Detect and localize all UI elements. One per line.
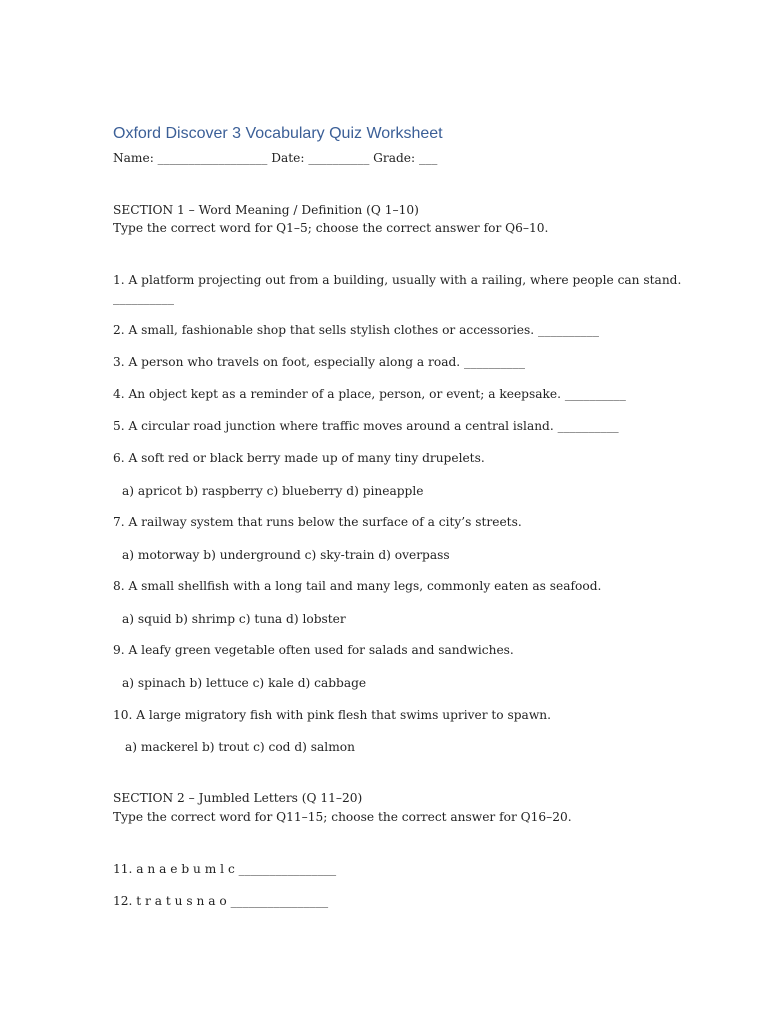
question-7: 7. A railway system that runs below the surface of a city’s streets. <box>113 515 522 529</box>
question-6: 6. A soft red or black berry made up of many tiny drupelets. <box>113 451 485 465</box>
question-7-options: a) motorway b) underground c) sky-train d) overpass <box>122 548 450 562</box>
section-1-heading: SECTION 1 – Word Meaning / Definition (Q 1–10) <box>113 203 419 217</box>
question-3: 3. A person who travels on foot, especially along a road. __________ <box>113 355 525 369</box>
question-4: 4. An object kept as a reminder of a place, person, or event; a keepsake. __________ <box>113 387 626 401</box>
worksheet-title: Oxford Discover 3 Vocabulary Quiz Worksheet <box>113 125 443 142</box>
question-2: 2. A small, fashionable shop that sells stylish clothes or accessories. __________ <box>113 323 599 337</box>
question-12: 12. t r a t u s n a o ________________ <box>113 894 329 908</box>
question-8-options: a) squid b) shrimp c) tuna d) lobster <box>122 612 346 626</box>
section-2-instruction: Type the correct word for Q11–15; choose the correct answer for Q16–20. <box>113 810 572 824</box>
section-2-heading: SECTION 2 – Jumbled Letters (Q 11–20) <box>113 791 363 805</box>
question-9: 9. A leafy green vegetable often used for salads and sandwiches. <box>113 643 514 657</box>
question-9-options: a) spinach b) lettuce c) kale d) cabbage <box>122 676 367 690</box>
question-11: 11. a n a e b u m l c ________________ <box>113 862 337 876</box>
question-1-line-1: 1. A platform projecting out from a building, usually with a railing, where people can stand. <box>113 273 682 287</box>
question-6-options: a) apricot b) raspberry c) blueberry d) pineapple <box>122 484 424 498</box>
question-1-answer-line: __________ <box>113 291 174 305</box>
question-10-options: a) mackerel b) trout c) cod d) salmon <box>125 740 355 754</box>
question-8: 8. A small shellfish with a long tail and many legs, commonly eaten as seafood. <box>113 579 602 593</box>
question-5: 5. A circular road junction where traffic moves around a central island. __________ <box>113 419 619 433</box>
section-1-instruction: Type the correct word for Q1–5; choose the correct answer for Q6–10. <box>113 221 549 235</box>
header-fields: Name: __________________ Date: __________ Grade: ___ <box>113 151 438 165</box>
question-10: 10. A large migratory fish with pink flesh that swims upriver to spawn. <box>113 708 551 722</box>
